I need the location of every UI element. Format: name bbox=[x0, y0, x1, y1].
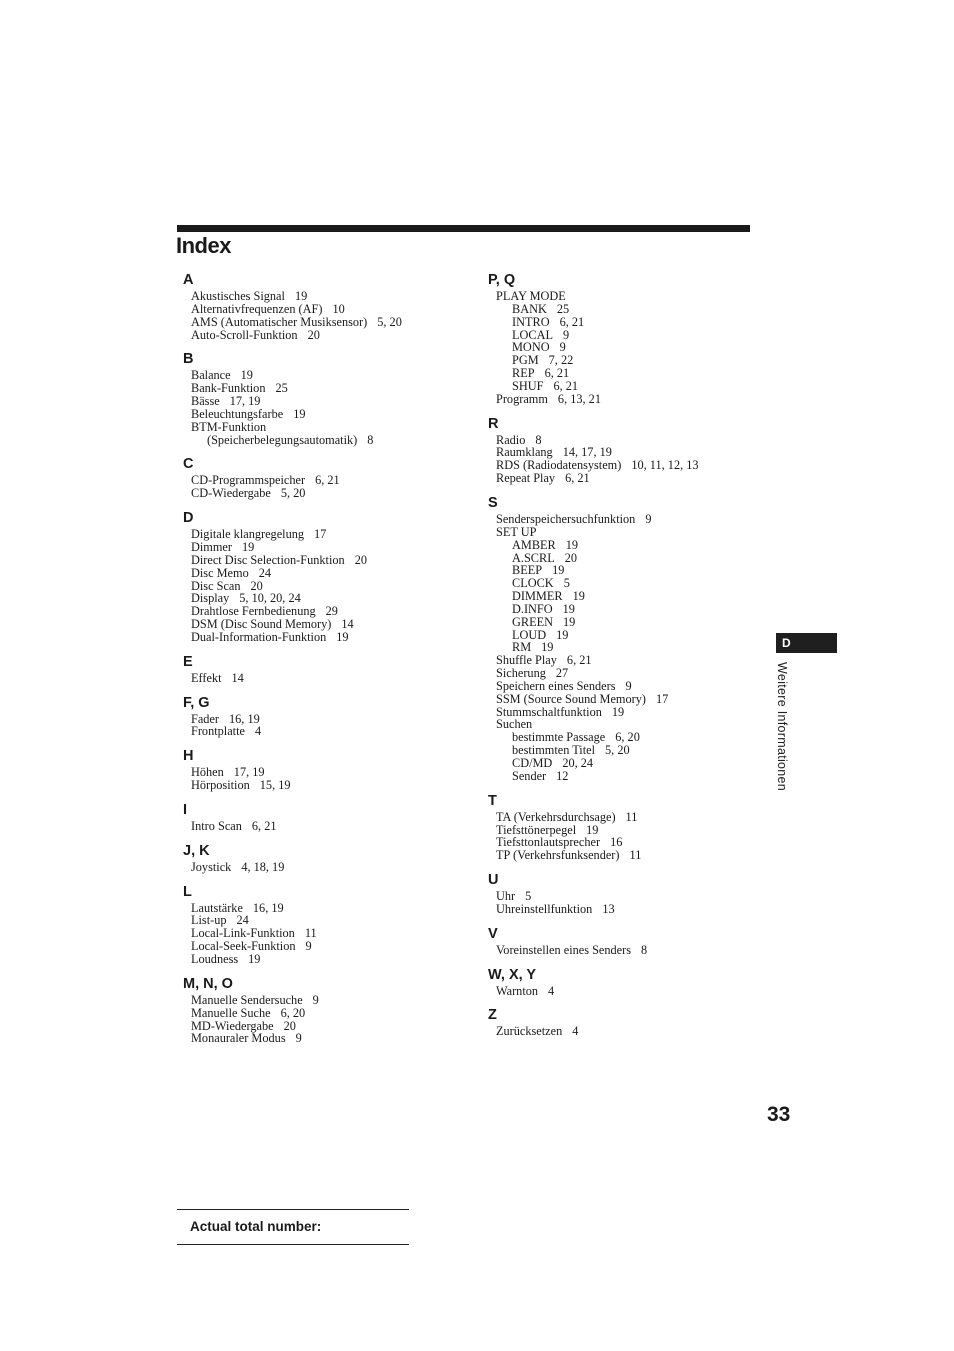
index-subentry bbox=[496, 629, 768, 642]
index-entry bbox=[496, 985, 768, 998]
entry-term: Bässe bbox=[191, 394, 220, 409]
index-section bbox=[183, 454, 463, 508]
index-entry bbox=[191, 1032, 463, 1045]
entry-pages: 25 bbox=[556, 301, 570, 316]
entry-list bbox=[183, 290, 463, 349]
index-entry bbox=[496, 849, 768, 862]
entry-pages: 6, 21 bbox=[565, 471, 590, 486]
entry-pages: 6, 21 bbox=[315, 473, 340, 488]
entry-term: SHUF bbox=[512, 378, 544, 393]
entry-pages: 5, 20 bbox=[605, 743, 630, 758]
entry-term: Monauraler Modus bbox=[191, 1031, 286, 1046]
entry-term: Effekt bbox=[191, 670, 222, 685]
entry-term: bestimmten Titel bbox=[512, 743, 596, 758]
entry-term: Tiefsttonlautsprecher bbox=[496, 835, 601, 850]
entry-pages: 4 bbox=[254, 724, 262, 739]
entry-term: Drahtlose Fernbedienung bbox=[191, 604, 316, 619]
section-tab: D bbox=[776, 633, 837, 653]
index-section bbox=[183, 746, 463, 800]
index-entry bbox=[496, 393, 768, 406]
entry-term: PGM bbox=[512, 353, 539, 368]
entry-term: INTRO bbox=[512, 314, 550, 329]
entry-term: SET UP bbox=[496, 524, 537, 539]
entry-pages: 9 bbox=[559, 340, 566, 355]
entry-term: Programm bbox=[496, 391, 548, 406]
entry-term: Joystick bbox=[191, 859, 232, 874]
entry-term: MONO bbox=[512, 340, 550, 355]
index-entry bbox=[191, 725, 463, 738]
entry-term: BTM-Funktion bbox=[191, 419, 267, 434]
entry-list bbox=[488, 811, 768, 870]
entry-pages: 6, 20 bbox=[615, 730, 640, 745]
entry-term: Balance bbox=[191, 368, 231, 383]
entry-term: Alternativfrequenzen (AF) bbox=[191, 301, 323, 316]
section-letter: C bbox=[183, 456, 194, 473]
entry-list bbox=[488, 434, 768, 493]
index-section bbox=[488, 924, 768, 965]
index-section bbox=[488, 493, 768, 791]
entry-pages: 19 bbox=[241, 539, 255, 554]
entry-term: GREEN bbox=[512, 614, 553, 629]
entry-term: Bank-Funktion bbox=[191, 381, 266, 396]
entry-pages: 19 bbox=[294, 289, 308, 303]
section-letter: A bbox=[183, 272, 194, 288]
index-subentry bbox=[191, 434, 463, 447]
index-section bbox=[488, 791, 768, 870]
entry-pages: 9 bbox=[312, 992, 319, 1007]
entry-pages: 27 bbox=[555, 666, 569, 681]
section-letter: M, N, O bbox=[183, 975, 233, 992]
section-letter: T bbox=[488, 792, 497, 809]
entry-term: TA (Verkehrsdurchsage) bbox=[496, 809, 616, 824]
entry-term: DSM (Disc Sound Memory) bbox=[191, 617, 332, 632]
entry-pages: 19 bbox=[563, 614, 576, 629]
section-tab-label: Weitere Informationen bbox=[775, 662, 789, 792]
index-section bbox=[488, 870, 768, 924]
index-entry bbox=[191, 820, 463, 833]
section-letter: Z bbox=[488, 1007, 497, 1024]
index-entry bbox=[191, 672, 463, 685]
entry-term: AMS (Automatischer Musiksensor) bbox=[191, 314, 368, 329]
entry-term: Loudness bbox=[191, 952, 239, 966]
entry-pages: 10, 11, 12, 13 bbox=[631, 458, 699, 473]
index-entry bbox=[496, 706, 768, 719]
section-letter: R bbox=[488, 415, 499, 432]
entry-term: Fader bbox=[191, 711, 219, 726]
entry-term: bestimmte Passage bbox=[512, 730, 606, 745]
entry-term: Direct Disc Selection-Funktion bbox=[191, 552, 345, 567]
entry-term: PLAY MODE bbox=[496, 289, 566, 303]
entry-term: Lautstärke bbox=[191, 900, 243, 915]
entry-pages: 4, 18, 19 bbox=[241, 859, 285, 874]
entry-term: A.SCRL bbox=[512, 550, 555, 565]
entry-pages: 4 bbox=[548, 983, 555, 998]
entry-term: Sender bbox=[512, 768, 547, 783]
entry-pages: 6, 21 bbox=[559, 314, 585, 329]
entry-term: Dimmer bbox=[191, 539, 232, 554]
section-letter: E bbox=[183, 653, 193, 670]
entry-pages: 24 bbox=[258, 565, 272, 580]
entry-pages: 29 bbox=[325, 604, 338, 619]
entry-term: Dual-Information-Funktion bbox=[191, 629, 327, 644]
section-letter: I bbox=[183, 801, 188, 818]
entry-pages: 17 bbox=[314, 527, 327, 542]
index-entry bbox=[496, 944, 768, 957]
entry-pages: 25 bbox=[275, 381, 288, 396]
entry-pages: 15, 19 bbox=[259, 778, 291, 793]
entry-pages: 19 bbox=[586, 822, 599, 837]
index-section bbox=[488, 414, 768, 493]
entry-pages: 19 bbox=[336, 629, 349, 644]
index-entry bbox=[496, 1025, 768, 1038]
entry-term: Akustisches Signal bbox=[191, 289, 285, 303]
entry-pages: 11 bbox=[629, 848, 642, 863]
entry-pages: 5, 20 bbox=[377, 314, 402, 329]
entry-pages: 19 bbox=[293, 406, 306, 421]
entry-pages: 6, 21 bbox=[251, 818, 277, 833]
entry-list bbox=[488, 985, 768, 1006]
entry-pages: 5 bbox=[525, 889, 532, 904]
entry-term: Disc Memo bbox=[191, 565, 249, 580]
entry-list bbox=[183, 713, 463, 747]
index-entry bbox=[191, 580, 463, 593]
entry-term: Zurücksetzen bbox=[496, 1024, 563, 1039]
entry-pages: 13 bbox=[602, 901, 615, 916]
entry-term: CD-Programmspeicher bbox=[191, 473, 306, 488]
entry-term: LOUD bbox=[512, 627, 547, 642]
index-section bbox=[488, 270, 768, 414]
entry-pages: 6, 21 bbox=[553, 378, 579, 393]
entry-pages: 6, 13, 21 bbox=[557, 391, 601, 406]
entry-term: Uhr bbox=[496, 889, 516, 904]
entry-term: Shuffle Play bbox=[496, 653, 557, 668]
entry-term: Frontplatte bbox=[191, 724, 245, 739]
section-letter: D bbox=[183, 510, 194, 527]
index-entry bbox=[496, 513, 768, 526]
entry-term: Höhen bbox=[191, 765, 224, 780]
entry-pages: 6, 20 bbox=[280, 1005, 306, 1020]
entry-pages: 9 bbox=[305, 939, 312, 954]
entry-list bbox=[488, 890, 768, 924]
entry-pages: 8 bbox=[367, 432, 374, 447]
entry-pages: 19 bbox=[565, 537, 579, 552]
entry-pages: 11 bbox=[304, 926, 317, 941]
entry-pages: 19 bbox=[240, 368, 253, 383]
index-entry bbox=[191, 953, 463, 966]
section-letter: F, G bbox=[183, 694, 210, 711]
index-section bbox=[183, 693, 463, 747]
entry-term: List-up bbox=[191, 913, 227, 928]
entry-pages: 20 bbox=[354, 552, 367, 567]
entry-pages: 5, 20 bbox=[280, 486, 306, 501]
entry-term: (Speicherbelegungsautomatik) bbox=[207, 432, 358, 447]
section-letter: V bbox=[488, 925, 498, 942]
entry-pages: 6, 21 bbox=[544, 366, 570, 381]
entry-term: Sicherung bbox=[496, 666, 546, 681]
index-section bbox=[183, 652, 463, 693]
entry-term: Tiefsttönerpegel bbox=[496, 822, 577, 837]
index-section bbox=[183, 349, 463, 454]
entry-pages: 9 bbox=[295, 1031, 302, 1046]
entry-term: TP (Verkehrsfunksender) bbox=[496, 848, 620, 863]
entry-list bbox=[183, 861, 463, 882]
total-number-label: Actual total number: bbox=[190, 1219, 322, 1234]
entry-pages: 8 bbox=[535, 432, 542, 447]
entry-term: Local-Seek-Funktion bbox=[191, 939, 296, 954]
index-entry bbox=[191, 631, 463, 644]
entry-pages: 19 bbox=[572, 589, 585, 604]
index-entry bbox=[496, 903, 768, 916]
entry-term: REP bbox=[512, 366, 535, 381]
entry-pages: 19 bbox=[552, 563, 565, 578]
index-section bbox=[183, 841, 463, 882]
total-number-box bbox=[177, 1209, 409, 1245]
entry-pages: 14, 17, 19 bbox=[562, 445, 612, 460]
section-letter: P, Q bbox=[488, 272, 516, 288]
entry-term: CD/MD bbox=[512, 756, 553, 770]
entry-list bbox=[488, 513, 768, 791]
entry-term: Repeat Play bbox=[496, 471, 556, 486]
entry-pages: 5, 10, 20, 24 bbox=[239, 591, 301, 606]
section-letter: L bbox=[183, 883, 192, 900]
entry-pages: 20 bbox=[250, 578, 263, 593]
entry-list bbox=[183, 474, 463, 508]
entry-term: Intro Scan bbox=[191, 818, 242, 833]
index-subentry bbox=[496, 770, 768, 783]
entry-pages: 7, 22 bbox=[548, 353, 574, 368]
entry-term: Hörposition bbox=[191, 778, 250, 793]
entry-term: Raumklang bbox=[496, 445, 553, 460]
entry-pages: 5 bbox=[563, 576, 570, 591]
entry-pages: 17, 19 bbox=[233, 765, 265, 780]
index-column-right bbox=[488, 270, 768, 1046]
entry-pages: 6, 21 bbox=[566, 653, 592, 668]
index-entry bbox=[191, 861, 463, 874]
index-section bbox=[488, 965, 768, 1006]
section-letter: W, X, Y bbox=[488, 966, 537, 983]
entry-term: Warnton bbox=[496, 983, 539, 998]
entry-term: Disc Scan bbox=[191, 578, 241, 593]
index-entry bbox=[191, 487, 463, 500]
index-entry bbox=[191, 779, 463, 792]
entry-pages: 9 bbox=[563, 327, 570, 342]
entry-pages: 19 bbox=[541, 640, 554, 655]
entry-pages: 19 bbox=[611, 704, 625, 719]
section-letter: B bbox=[183, 351, 194, 368]
entry-term: Digitale klangregelung bbox=[191, 527, 305, 542]
entry-list bbox=[183, 820, 463, 841]
entry-pages: 20 bbox=[283, 1018, 296, 1033]
entry-term: Display bbox=[191, 591, 230, 606]
entry-list bbox=[183, 994, 463, 1053]
index-section bbox=[488, 1005, 768, 1046]
entry-list bbox=[488, 1025, 768, 1046]
index-section bbox=[183, 800, 463, 841]
entry-term: CLOCK bbox=[512, 576, 554, 591]
index-column-left bbox=[183, 270, 463, 1053]
entry-term: LOCAL bbox=[512, 327, 553, 342]
section-letter: J, K bbox=[183, 842, 210, 859]
entry-list bbox=[183, 902, 463, 974]
section-letter: U bbox=[488, 872, 499, 889]
index-subentry bbox=[496, 354, 768, 367]
entry-term: Manuelle Suche bbox=[191, 1005, 271, 1020]
section-letter: H bbox=[183, 748, 194, 765]
entry-term: AMBER bbox=[512, 537, 556, 552]
entry-term: Speichern eines Senders bbox=[496, 678, 616, 693]
entry-pages: 14 bbox=[231, 670, 244, 685]
entry-list bbox=[183, 528, 463, 652]
entry-pages: 20 bbox=[564, 550, 578, 565]
entry-term: Manuelle Sendersuche bbox=[191, 992, 303, 1007]
entry-pages: 16, 19 bbox=[252, 900, 284, 915]
entry-term: Local-Link-Funktion bbox=[191, 926, 295, 941]
entry-pages: 12 bbox=[556, 768, 569, 783]
index-entry bbox=[191, 329, 463, 342]
entry-pages: 20 bbox=[307, 327, 320, 342]
entry-list bbox=[183, 672, 463, 693]
entry-pages: 16 bbox=[610, 835, 623, 850]
entry-list bbox=[183, 766, 463, 800]
entry-term: BANK bbox=[512, 301, 547, 316]
entry-pages: 14 bbox=[341, 617, 354, 632]
entry-pages: 20, 24 bbox=[562, 756, 594, 770]
entry-term: D.INFO bbox=[512, 601, 553, 616]
index-section bbox=[183, 508, 463, 652]
entry-term: MD-Wiedergabe bbox=[191, 1018, 274, 1033]
entry-pages: 24 bbox=[236, 913, 249, 928]
entry-term: CD-Wiedergabe bbox=[191, 486, 271, 501]
page-title: Index bbox=[176, 233, 231, 258]
entry-pages: 19 bbox=[562, 601, 575, 616]
entry-term: DIMMER bbox=[512, 589, 563, 604]
entry-term: Stummschaltfunktion bbox=[496, 704, 602, 719]
index-section bbox=[183, 270, 463, 349]
entry-pages: 4 bbox=[572, 1024, 579, 1039]
entry-pages: 11 bbox=[625, 809, 638, 824]
entry-term: Voreinstellen eines Senders bbox=[496, 942, 632, 957]
entry-term: Beleuchtungsfarbe bbox=[191, 406, 284, 421]
index-entry bbox=[496, 472, 768, 485]
entry-pages: 16, 19 bbox=[229, 711, 260, 726]
entry-term: Auto-Scroll-Funktion bbox=[191, 327, 298, 342]
entry-term: BEEP bbox=[512, 563, 543, 578]
entry-pages: 17, 19 bbox=[229, 394, 261, 409]
entry-pages: 10 bbox=[332, 301, 345, 316]
entry-pages: 9 bbox=[645, 511, 652, 526]
index-entry bbox=[191, 902, 463, 915]
entry-term: Senderspeichersuchfunktion bbox=[496, 511, 636, 526]
entry-term: Suchen bbox=[496, 717, 533, 732]
entry-term: Uhreinstellfunktion bbox=[496, 901, 593, 916]
entry-list bbox=[488, 290, 768, 414]
page-number: 33 bbox=[767, 1103, 791, 1126]
top-rule bbox=[177, 225, 750, 232]
index-section bbox=[183, 974, 463, 1053]
entry-term: Radio bbox=[496, 432, 526, 447]
entry-pages: 19 bbox=[556, 627, 569, 642]
entry-pages: 19 bbox=[248, 952, 261, 966]
entry-pages: 8 bbox=[641, 942, 648, 957]
entry-term: RDS (Radiodatensystem) bbox=[496, 458, 622, 473]
entry-list bbox=[183, 369, 463, 454]
entry-term: SSM (Source Sound Memory) bbox=[496, 691, 646, 706]
entry-pages: 17 bbox=[655, 691, 669, 706]
entry-list bbox=[488, 944, 768, 965]
entry-term: RM bbox=[512, 640, 532, 655]
index-section bbox=[183, 882, 463, 974]
entry-pages: 9 bbox=[625, 678, 632, 693]
section-letter: S bbox=[488, 494, 498, 511]
